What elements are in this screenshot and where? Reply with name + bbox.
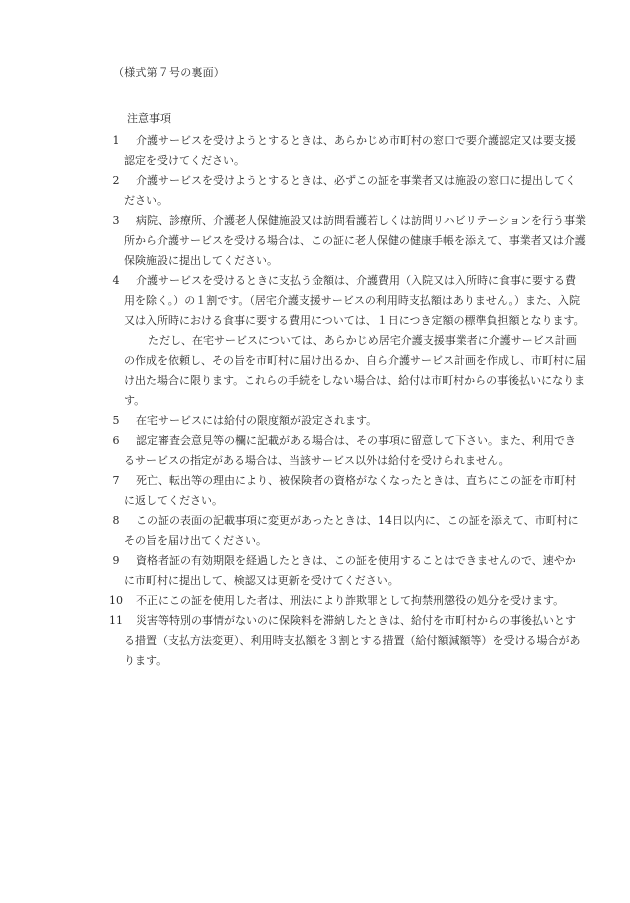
note-item-9 — [0, 551, 630, 591]
notes-list — [0, 131, 630, 671]
note-number: 2 — [112, 174, 120, 187]
note-number: 10 — [109, 594, 123, 607]
note-number: 9 — [112, 554, 120, 567]
note-number: 1 — [112, 134, 120, 147]
note-item-6 — [0, 431, 630, 471]
note-item-3 — [0, 211, 630, 271]
note-item-7 — [0, 471, 630, 511]
note-item-1 — [0, 131, 630, 171]
note-text: 介護サービスを受けようとするときは、あらかじめ市町村の窓口で要介護認定又は要支援認定を受けてください。 — [124, 134, 576, 167]
note-number: 4 — [112, 274, 120, 287]
note-item-4 — [0, 271, 630, 331]
note-item-8 — [0, 511, 630, 551]
note-text: 病院、診療所、介護老人保健施設又は訪問看護若しくは訪問リハビリテーションを行う事業所から介護サービスを受ける場合は、この証に老人保健の健康手帳を添えて、事業者又は介護保険施設に提出してください。 — [124, 214, 587, 267]
note-number: 7 — [112, 474, 120, 487]
note-item-5 — [0, 411, 630, 431]
note-item-2 — [0, 171, 630, 211]
note-item-11 — [0, 611, 630, 671]
note-text: 認定審査会意見等の欄に記載がある場合は、その事項に留意して下さい。また、利用できるサービスの指定がある場合は、当該サービス以外は給付を受けられません。 — [124, 434, 576, 467]
note-subparagraph: ただし、在宅サービスについては、あらかじめ居宅介護支援事業者に介護サービス計画の作成を依頼し、その旨を市町村に届け出るか、自ら介護サービス計画を作成し、市町村に届け出た場合に限ります。これらの手続をしない場合は、給付は市町村からの事後払いになります。 — [124, 334, 586, 407]
note-number: 3 — [112, 214, 120, 227]
note-text: 不正にこの証を使用した者は、刑法により詐欺罪として拘禁刑懲役の処分を受けます。 — [136, 594, 565, 607]
note-item-10 — [0, 591, 630, 611]
note-number: 11 — [109, 614, 123, 627]
note-text: 介護サービスを受けようとするときは、必ずこの証を事業者又は施設の窓口に提出してください。 — [124, 174, 576, 207]
notes-heading: 注意事項 — [127, 112, 171, 125]
note-text: 死亡、転出等の理由により、被保険者の資格がなくなったときは、直ちにこの証を市町村に返してください。 — [124, 474, 576, 507]
note-number: 5 — [112, 414, 120, 427]
form-label: （様式第７号の裏面） — [113, 66, 225, 79]
note-number: 8 — [112, 514, 120, 527]
note-item-4-proviso — [0, 331, 630, 411]
note-text: この証の表面の記載事項に変更があったときは、14日以内に、この証を添えて、市町村にその旨を届け出てください。 — [124, 514, 579, 547]
note-text: 資格者証の有効期限を経過したときは、この証を使用することはできませんので、速やかに市町村に提出して、検認又は更新を受けてください。 — [124, 554, 576, 587]
note-number: 6 — [112, 434, 120, 447]
note-text: 介護サービスを受けるときに支払う金額は、介護費用（入院又は入所時に食事に要する費用を除く。）の１割です。（居宅介護支援サービスの利用時支払額はありません。）また、入院又は入所時における食事に要する費用については、１日につき定額の標準負担額となります。 — [124, 274, 585, 327]
note-text: 在宅サービスには給付の限度額が設定されます。 — [136, 414, 378, 427]
note-text: 災害等特別の事情がないのに保険料を滞納したときは、給付を市町村からの事後払いとする措置（支払方法変更）、利用時支払額を３割とする措置（給付額減額等）を受ける場合があります。 — [124, 614, 581, 667]
